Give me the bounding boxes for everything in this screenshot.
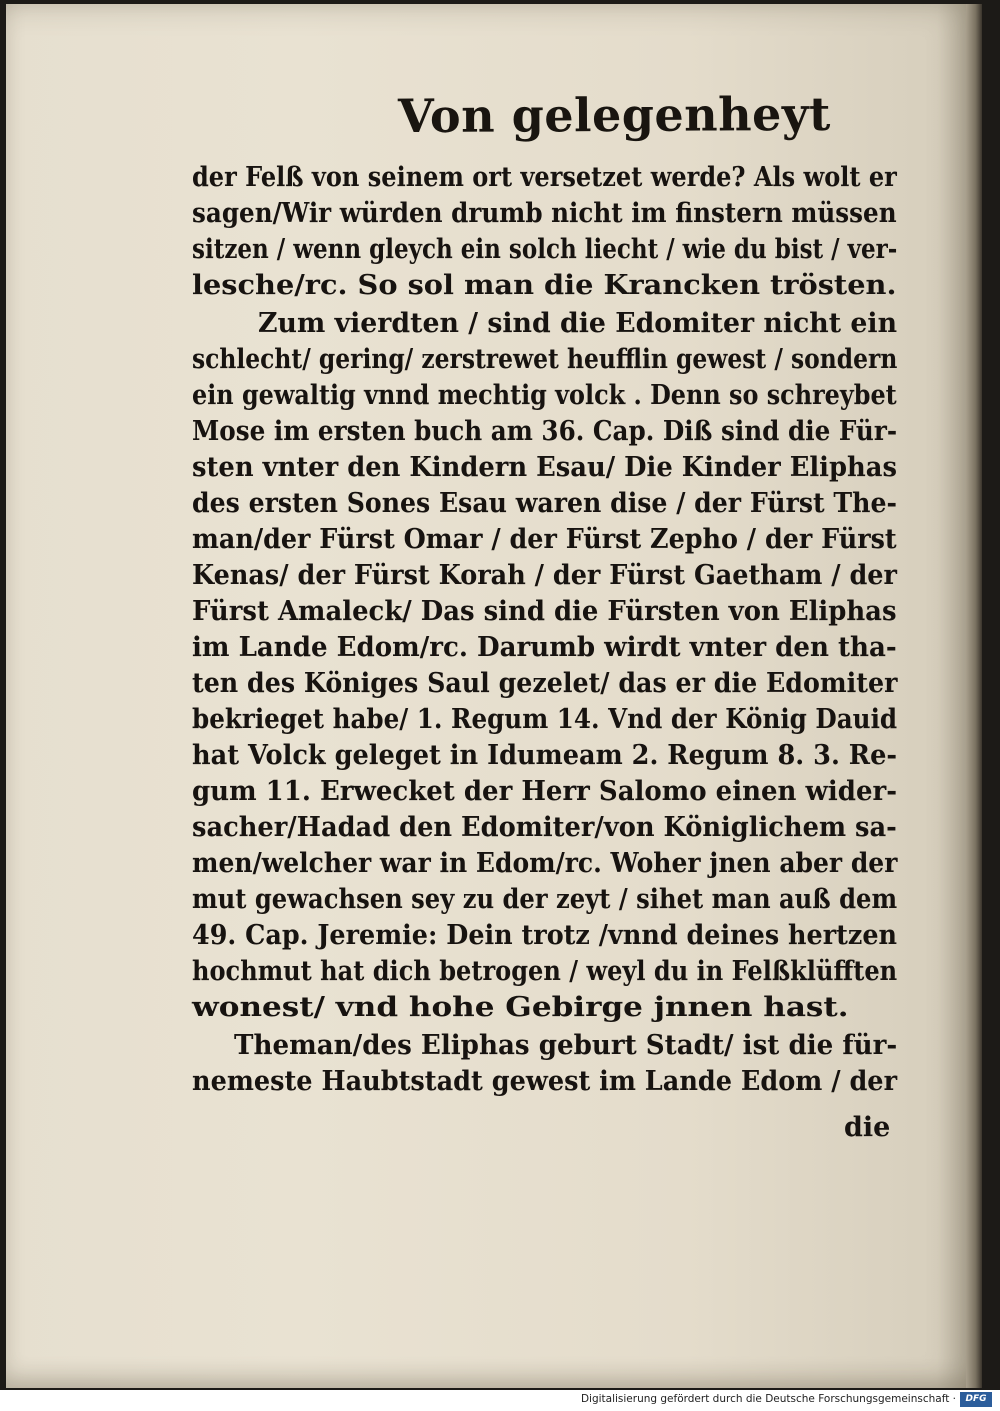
text-line: nemeste Haubtstadt gewest im Lande Edom / der bbox=[192, 1066, 898, 1097]
text-line: sagen/Wir würden drumb nicht im finstern müssen bbox=[192, 198, 897, 229]
footer bbox=[0, 1390, 1000, 1411]
text-line: der Felß von seinem ort versetzet werde? Als wolt er bbox=[192, 162, 897, 193]
text-line: Zum vierdten / sind die Edomiter nicht ein bbox=[258, 308, 898, 339]
text-line: schlecht/ gering/ zerstrewet heufflin gewest / sondern bbox=[192, 344, 898, 375]
text-line: ten des Königes Saul gezelet/ das er die Edomiter bbox=[192, 668, 898, 699]
text-line: wonest/ vnd hohe Gebirge jnnen hast. bbox=[192, 992, 849, 1023]
text-line: mut gewachsen sey zu der zeyt / sihet man auß dem bbox=[192, 884, 898, 915]
text-line: Mose im ersten buch am 36. Cap. Diß sind die Für- bbox=[192, 416, 898, 447]
text-line: lesche/rc. So sol man die Krancken trösten. bbox=[192, 270, 897, 301]
text-line: Theman/des Eliphas geburt Stadt/ ist die für- bbox=[234, 1030, 898, 1061]
text-line: man/der Fürst Omar / der Fürst Zepho / der Fürst bbox=[192, 524, 897, 555]
text-line: ein gewaltig vnnd mechtig volck . Denn so schreybet bbox=[192, 380, 897, 411]
page-edge bbox=[966, 4, 982, 1388]
dfg-logo: DFG bbox=[960, 1392, 992, 1407]
text-line: 49. Cap. Jeremie: Dein trotz /vnnd deines hertzen bbox=[192, 920, 898, 951]
text-line: sten vnter den Kindern Esau/ Die Kinder Eliphas bbox=[192, 452, 897, 483]
text-line: hat Volck geleget in Idumeam 2. Regum 8. 3. Re- bbox=[192, 740, 898, 771]
text-line: men/welcher war in Edom/rc. Woher jnen aber der bbox=[192, 848, 898, 879]
text-line: sitzen / wenn gleych ein solch liecht / wie du bist / ver- bbox=[192, 234, 898, 265]
text-line: des ersten Sones Esau waren dise / der Fürst The- bbox=[192, 488, 897, 519]
catchword: die bbox=[844, 1112, 891, 1143]
text-line: Kenas/ der Fürst Korah / der Fürst Gaetham / der bbox=[192, 560, 897, 591]
text-line: Fürst Amaleck/ Das sind die Fürsten von Eliphas bbox=[192, 596, 897, 627]
text-line: gum 11. Erwecket der Herr Salomo einen wider- bbox=[192, 776, 897, 807]
text-line: sacher/Hadad den Edomiter/von Königlichem sa- bbox=[192, 812, 897, 843]
text-line: hochmut hat dich betrogen / weyl du in Felßklüfften bbox=[192, 956, 898, 987]
funding-credit: Digitalisierung gefördert durch die Deutsche Forschungsgemeinschaft · bbox=[580, 1393, 956, 1405]
text-line: bekrieget habe/ 1. Regum 14. Vnd der König Dauid bbox=[192, 704, 898, 735]
text-line: im Lande Edom/rc. Darumb wirdt vnter den tha- bbox=[192, 632, 897, 663]
running-head: Von gelegenheyt bbox=[397, 86, 831, 144]
